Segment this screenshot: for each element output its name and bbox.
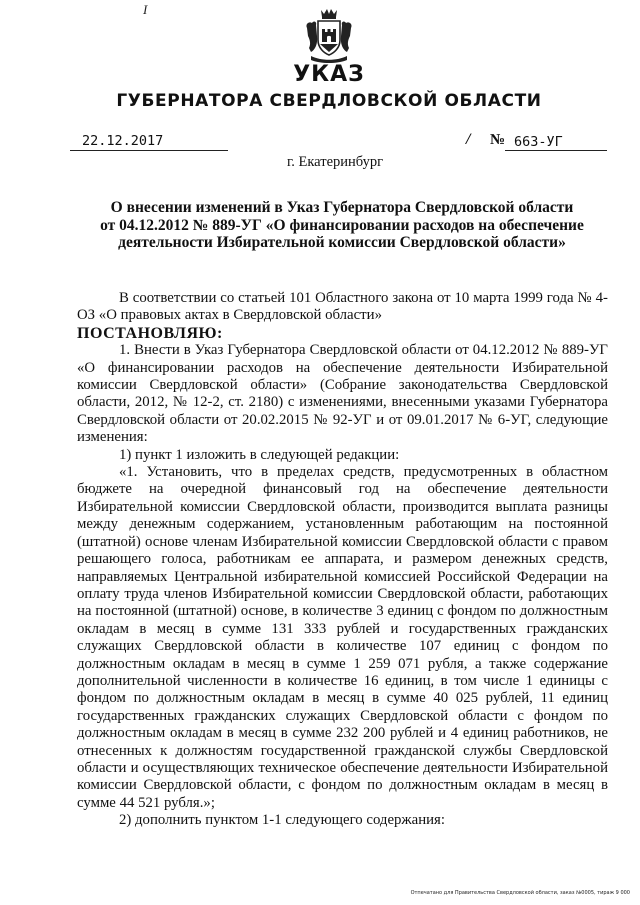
- title-line: деятельности Избирательной комиссии Свердловской области»: [118, 234, 566, 251]
- coat-of-arms-icon: [303, 6, 355, 64]
- print-footer-note: Отпечатано для Правительства Свердловской области, заказ №0005, тираж 9 000: [410, 890, 630, 896]
- document-type-heading: УКАЗ: [293, 62, 365, 87]
- pen-tick-mark: /: [466, 131, 471, 148]
- stray-pen-mark: I: [143, 2, 148, 17]
- title-line: от 04.12.2012 № 889-УГ «О финансировании расходов на обеспечение: [100, 216, 584, 234]
- item-1-paragraph: 1. Внести в Указ Губернатора Свердловской области от 04.12.2012 № 889-УГ «О финансировании расходов на обеспечение деятельности Избирательной комиссии Свердловской области» (Собрание законодательства Свердловской области, 2012, № 12-2, ст. 2180) с изменениями, внесенными указами Губернатора Свердловской области от 20.02.2015 № 92-УГ и от 09.01.2017 № 6-УГ, следующие изменения:: [77, 342, 608, 446]
- subitem-2-paragraph: 2) дополнить пунктом 1-1 следующего содержания:: [119, 812, 445, 829]
- preamble-paragraph: В соответствии со статьей 101 Областного закона от 10 марта 1999 года № 4-ОЗ «О правовых актах в Свердловской области»: [77, 290, 608, 324]
- subitem-1-paragraph: 1) пункт 1 изложить в следующей редакции:: [119, 446, 400, 463]
- number-underline: [505, 150, 607, 151]
- decree-date: 22.12.2017: [82, 133, 164, 149]
- city-label: г. Екатеринбург: [286, 154, 384, 170]
- date-underline: [70, 150, 228, 151]
- title-line: О внесении изменений в Указ Губернатора Свердловской области: [110, 199, 574, 216]
- decree-body: [77, 290, 608, 830]
- number-label: №: [490, 132, 506, 148]
- issuer-heading: ГУБЕРНАТОРА СВЕРДЛОВСКОЙ ОБЛАСТИ: [116, 91, 542, 111]
- decree-number: 663-УГ: [514, 134, 563, 150]
- postanovlyau-heading: ПОСТАНОВЛЯЮ:: [77, 324, 223, 342]
- quoted-amendment-paragraph: «1. Установить, что в пределах средств, предусмотренных в областном бюджете на очередной финансовый год на обеспечение деятельности Избирательной комиссии Свердловской области, производится выплата разницы между денежным содержанием, установленным работающим на постоянной (штатной) основе членам Избирательной комиссии Свердловской области с правом решающего голоса, работникам ее аппарата, и размером денежных средств, направляемых Центральной избирательной комиссией Российской Федерации на оплату труда членов Избирательной комиссии Свердловской области, работающих на постоянной (штатной) основе, в количестве 3 единиц с фондом по должностным окладам в месяц в сумме 131 333 рублей и государственных гражданских служащих Свердловской области в количестве 107 единиц с фондом по должностным окладам в месяц в сумме 1 259 071 рубля, а также содержание дополнительной численности в количестве 16 единиц, в том числе 1 единицы с фондом по должностным окладам в месяц в сумме 40 025 рублей, 11 единиц государственных гражданских служащих Свердловской области с фондом по должностным окладам в месяц в сумме 232 200 рублей и 4 единиц работников, не отнесенных к должностям государственной гражданской службы Свердловской области и осуществляющих техническое обеспечение деятельности Избирательной комиссии Свердловской области, с фондом по должностным окладам в месяц в сумме 44 521 рубля.»;: [77, 464, 608, 811]
- decree-title: [72, 199, 612, 252]
